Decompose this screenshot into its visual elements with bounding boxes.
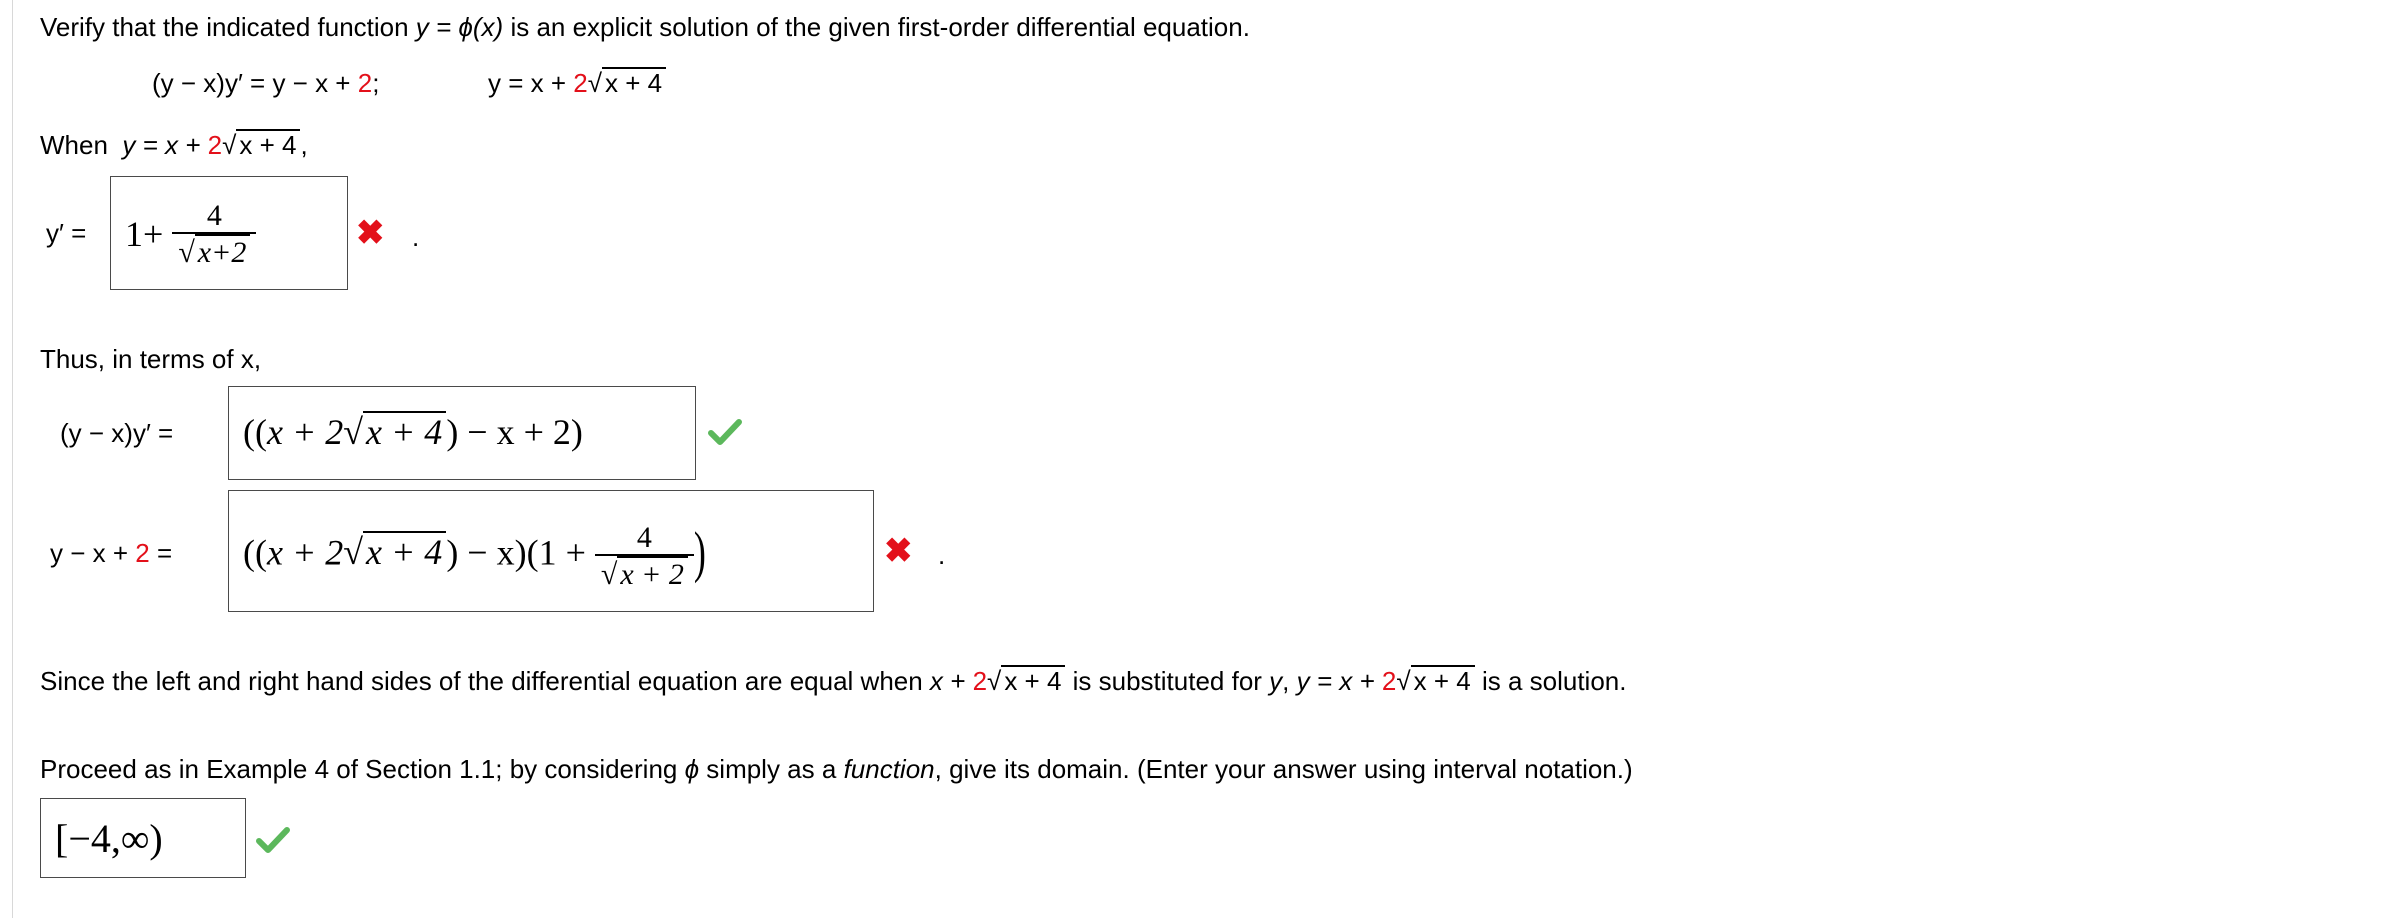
yprime-answer-value: 1+ $\frac{4}{√ x+2}$ <box>125 199 256 269</box>
since-line: Since the left and right hand sides of the differential equation are equal when x + 2√ x + 4 is substituted for y, y = x + 2√ x + 4 is a solution. <box>40 666 1627 696</box>
left-page-rule <box>0 0 13 918</box>
rhs-answer-value: ((x + 2√x + 4 ) − x)(1 + $\frac{4}{√ x + 2}$ ) <box>243 520 706 591</box>
lhs-label: (y − x)y′ = <box>60 418 174 448</box>
sqrt-expression: √ x + 4 <box>588 66 666 100</box>
domain-answer-box[interactable] <box>40 798 246 878</box>
problem-statement: Verify that the indicated function y = ϕ(x) is an explicit solution of the given first-order differential equation. <box>40 12 1250 42</box>
fraction: $\frac{4}{√ x + 2}$ <box>595 521 694 591</box>
sqrt-expression: √ x + 4 <box>222 128 300 162</box>
differential-equation: (y − x)y′ = y − x + 2; <box>152 68 380 98</box>
rhs-answer-box[interactable] <box>228 490 874 612</box>
rhs-label: y − x + 2 = <box>50 538 173 568</box>
correct-check-icon <box>256 826 290 854</box>
lhs-answer-box[interactable] <box>228 386 696 480</box>
trailing-period: . <box>938 540 946 570</box>
when-line: When y = x + 2√ x + 4 , <box>40 130 308 160</box>
thus-line: Thus, in terms of x, <box>40 344 262 374</box>
given-function: y = x + 2√ x + 4 <box>488 66 666 100</box>
yprime-label: y′ = <box>46 218 87 248</box>
phi-function: y = ϕ(x) <box>415 12 504 42</box>
fraction: $\frac{4}{√ x+2}$ <box>172 199 256 269</box>
lhs-answer-value: ((x + 2√x + 4 ) − x + 2) <box>243 412 583 452</box>
proceed-line: Proceed as in Example 4 of Section 1.1; by considering ϕ simply as a function, give its domain. (Enter your answer using interval notation.) <box>40 754 1633 784</box>
yprime-answer-box[interactable] <box>110 176 348 290</box>
trailing-period: . <box>412 222 420 252</box>
incorrect-x-icon: ✖ <box>884 532 913 570</box>
domain-answer-value: [−4,∞) <box>55 816 163 861</box>
incorrect-x-icon: ✖ <box>356 214 385 252</box>
correct-check-icon <box>708 418 742 446</box>
